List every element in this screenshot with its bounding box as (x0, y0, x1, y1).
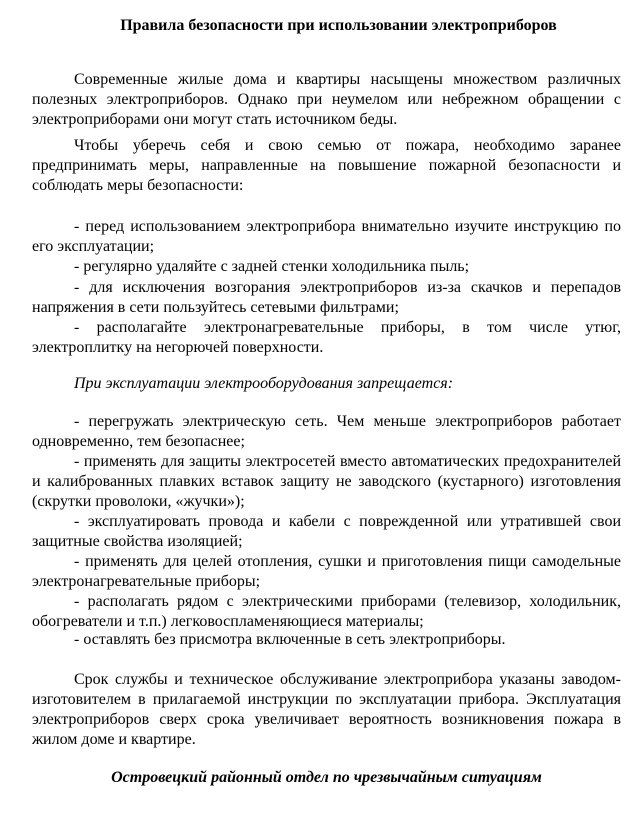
intro-paragraph-1: Современные жилые дома и квартиры насыщены множеством различных полезных электроприборов. Однако при неумелом или небрежном обращении с электроприборами они могут стать источником беды. (32, 71, 621, 128)
measure-item-1: - перед использованием электроприбора внимательно изучите инструкцию по его эксплуатации; (32, 218, 621, 255)
prohibited-item-6: - оставлять без присмотра включенные в сеть электроприборы. (74, 631, 506, 648)
measure-item-3: - для исключения возгорания электроприборов из-за скачков и перепадов напряжения в сети пользуйтесь сетевыми фильтрами; (32, 279, 621, 316)
document-footer: Островецкий районный отдел по чрезвычайным ситуациям (111, 769, 542, 786)
closing-paragraph: Срок службы и техническое обслуживание электроприбора указаны заводом-изготовителем в прилагаемой инструкции по эксплуатации прибора. Эксплуатация электроприборов сверх срока увеличивает вероятность возникновения пожара в жилом доме и квартире. (32, 671, 621, 748)
measure-item-2: - регулярно удаляйте с задней стенки холодильника пыль; (74, 258, 470, 275)
prohibited-item-5: - располагать рядом с электрическими приборами (телевизор, холодильник, обогреватели и т.п.) легковоспламеняющиеся материалы; (32, 593, 621, 630)
prohibited-item-2: - применять для защиты электросетей вместо автоматических предохранителей и калиброванных плавких вставок защиту не заводского (кустарного) изготовления (скрутки проволоки, «жучки»); (32, 453, 621, 510)
prohibited-heading: При эксплуатации электрооборудования запрещается: (74, 375, 454, 392)
document-title: Правила безопасности при использовании электроприборов (120, 17, 557, 34)
prohibited-item-3: - эксплуатировать провода и кабели с поврежденной или утратившей свои защитные свойства изоляцией; (32, 513, 621, 550)
measure-item-4: - располагайте электронагревательные приборы, в том числе утюг, электроплитку на негорючей поверхности. (32, 319, 621, 356)
intro-paragraph-2: Чтобы уберечь себя и свою семью от пожара, необходимо заранее предпринимать меры, направленные на повышение пожарной безопасности и соблюдать меры безопасности: (32, 137, 621, 194)
prohibited-item-1: - перегружать электрическую сеть. Чем меньше электроприборов работает одновременно, тем безопаснее; (32, 413, 621, 450)
prohibited-item-4: - применять для целей отопления, сушки и приготовления пищи самодельные электронагревательные приборы; (32, 553, 621, 590)
